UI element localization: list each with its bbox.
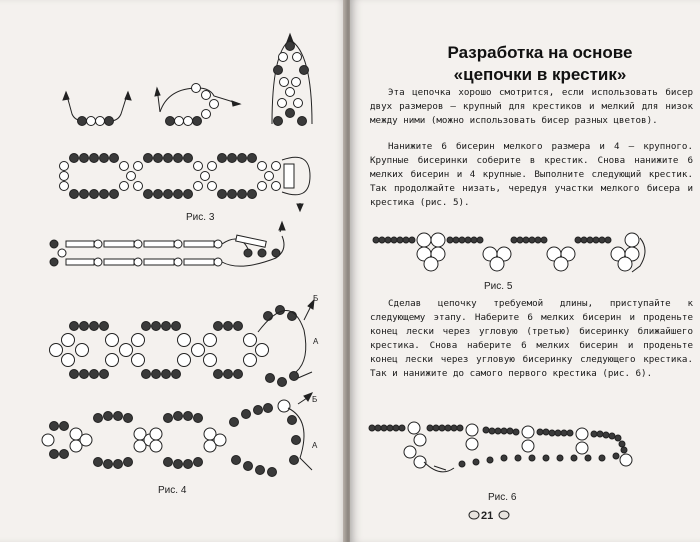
paragraph-next-step: Сделав цепочку требуемой длины, приступайте к следующему этапу. Наберите 6 мелких бисерин и проденьте конец лески через угловую (третью) бисеринку ближайшего крестика. Снова наберите 6 мелких бисерин и проденьте конец лески через угловую бисеринку следующего крестика. Так и нанижите до самого первого крестика (рис. 6). — [370, 298, 693, 379]
figure-4c-chain — [42, 393, 312, 477]
figure-4a-chain — [50, 222, 285, 266]
figure-4c-thread-labels — [312, 395, 318, 450]
paragraph-instructions: Нанижите 6 бисерин мелкого размера и 4 — крупного. Крупные бисеринки соберите в крестик. Снова нанижите 6 мелких бисерин и 4 крупные. Выполните следующий крестик. Так продолжайте низать, чередуя участки мелкого бисера и крестика (рис. 5). — [370, 141, 693, 208]
thread-label-b: Б — [313, 294, 319, 303]
thread-label-a: А — [313, 337, 319, 346]
figure-4b-chain — [50, 300, 315, 387]
caption-fig-4: Рис. 4 — [158, 485, 187, 496]
title-line-2: «цепочки в крестик» — [453, 65, 627, 84]
caption-fig-3: Рис. 3 — [186, 212, 215, 223]
caption-fig-5: Рис. 5 — [484, 281, 513, 292]
diagram-step-3 — [272, 34, 312, 126]
thread-label-a-2: А — [312, 441, 318, 450]
figure-3-chain — [60, 154, 311, 212]
left-page — [0, 0, 348, 542]
page-number: 21 — [481, 510, 494, 522]
left-page-illustrations — [0, 0, 348, 542]
diagram-step-1 — [63, 92, 131, 126]
page-number-ornament — [350, 0, 700, 542]
diagram-step-2 — [155, 84, 240, 126]
thread-label-b-2: Б — [312, 395, 318, 404]
paragraph-intro: Эта цепочка хорошо смотрится, если использовать бисер двух размеров — крупный для крестиков и мелкий для низок между ними (можно использовать бисер разных цветов). — [370, 87, 693, 126]
figure-4b-thread-labels — [313, 294, 319, 346]
right-page — [350, 0, 700, 542]
title-line-1: Разработка на основе — [447, 43, 633, 62]
caption-fig-6: Рис. 6 — [488, 492, 517, 503]
